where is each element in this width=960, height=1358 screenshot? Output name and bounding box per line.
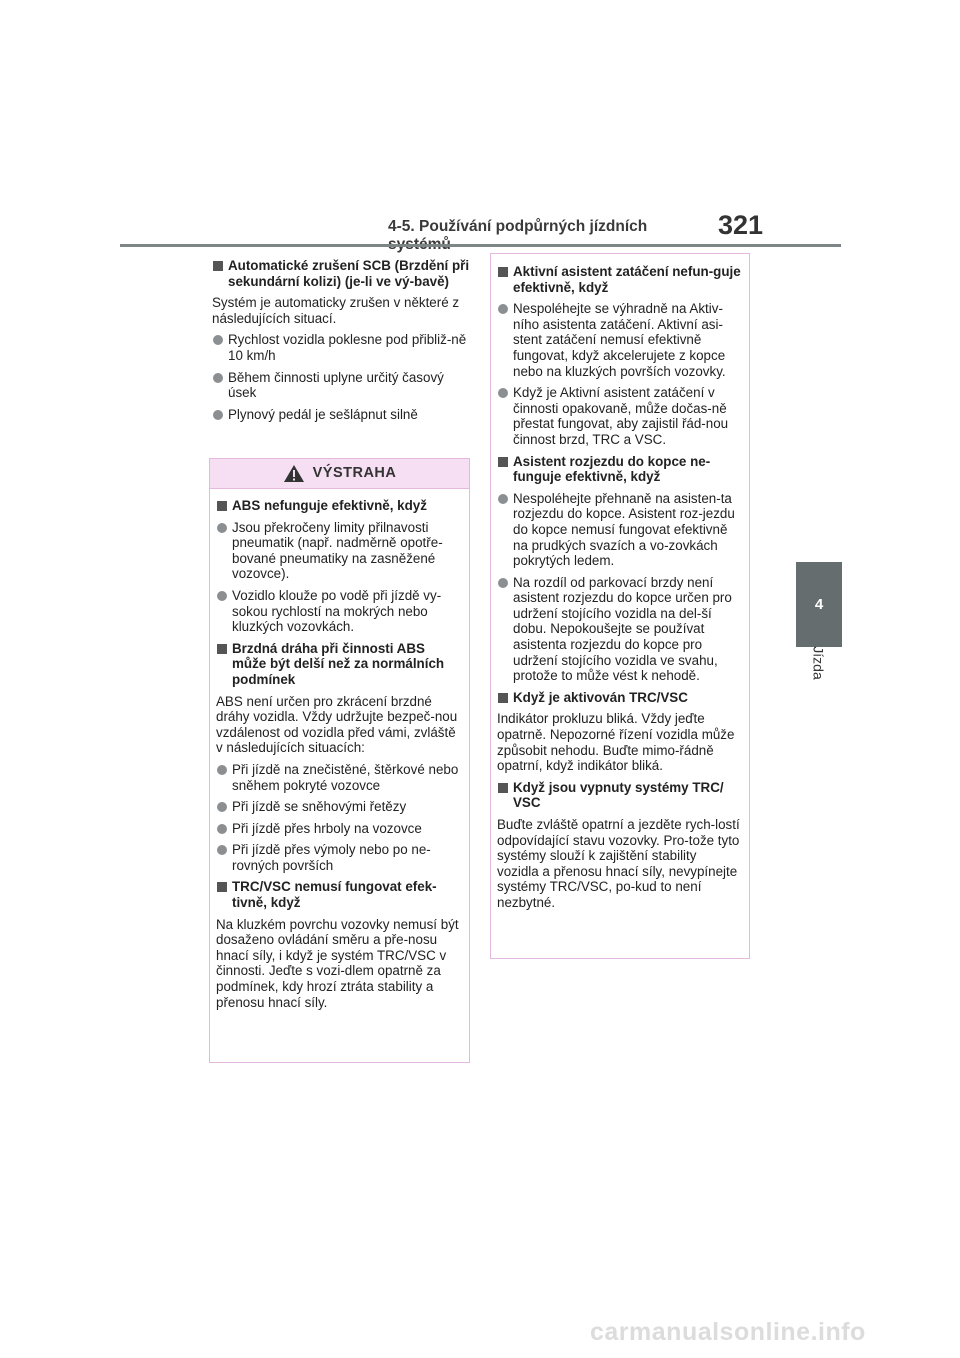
warning-header	[210, 459, 469, 489]
round-bullet-icon	[213, 410, 223, 420]
square-bullet-icon	[213, 261, 223, 271]
list-item: Rychlost vozidla poklesne pod přibliž-ně 10 km/h	[212, 332, 470, 363]
round-bullet-icon	[217, 591, 227, 601]
list-item: Nespoléhejte přehnaně na asisten-ta rozjezdu do kopce. Asistent roz-jezdu do kopce nemusí fungovat efektivně na prudkých svazích a vo-zovkách pokrytých ledem.	[497, 491, 741, 569]
right-caution-box	[490, 253, 750, 959]
section-heading: ABS nefunguje efektivně, když	[216, 498, 461, 514]
section-heading: TRC/VSC nemusí fungovat efek-tivně, když	[216, 879, 461, 910]
chapter-title: Jízda	[811, 646, 827, 680]
section-title: 4-5. Používání podpůrných jízdních	[388, 218, 648, 235]
list-item: Nespoléhejte se výhradně na Aktiv-ního asistenta zatáčení. Aktivní asi-stent zatáčení nemusí efektivně fungovat, když akcelerujete z kopce nebo na kluzkých površích vozovky.	[497, 301, 741, 379]
round-bullet-icon	[213, 373, 223, 383]
paragraph: Indikátor prokluzu bliká. Vždy jeďte opatrně. Nepozorné řízení vozidla může způsobit nehodu. Buďte mimo-řádně opatrní, když indikátor bliká.	[497, 711, 735, 774]
list-item: Jsou překročeny limity přilnavosti pneumatik (např. nadměrně opotře-bované pneumatiky na zasněžené vozovce).	[216, 520, 461, 582]
warning-triangle-icon	[283, 464, 305, 483]
round-bullet-icon	[217, 523, 227, 533]
list-item: Vozidlo klouže po vodě při jízdě vy-sokou rychlostí na mokrých nebo kluzkých vozovkách.	[216, 588, 461, 635]
page-number: 321	[718, 210, 764, 240]
square-bullet-icon	[498, 267, 508, 277]
square-bullet-icon	[217, 501, 227, 511]
section-heading: Brzdná dráha při činnosti ABS může být delší než za normálních podmínek	[216, 641, 461, 688]
list-item: Plynový pedál je sešlápnut silně	[212, 407, 470, 423]
list-item: Při jízdě přes hrboly na vozovce	[216, 821, 461, 837]
paragraph: ABS není určen pro zkrácení brzdné dráhy vozidla. Vždy udržujte bezpeč-nou vzdálenost od vozidla před vámi, zvláště v následujících situacích:	[216, 693, 458, 756]
section-heading: Když je aktivován TRC/VSC	[497, 690, 741, 706]
header-rule	[120, 244, 841, 247]
list-item: Při jízdě se sněhovými řetězy	[216, 799, 461, 815]
chapter-label	[808, 633, 830, 693]
round-bullet-icon	[217, 802, 227, 812]
list-item: Při jízdě na znečistěné, štěrkové nebo sněhem pokryté vozovce	[216, 762, 461, 793]
paragraph: Systém je automaticky zrušen v některé z následujících situací.	[212, 295, 460, 326]
section-heading: Aktivní asistent zatáčení nefun-guje efektivně, když	[497, 264, 741, 295]
round-bullet-icon	[217, 824, 227, 834]
list-item: Během činnosti uplyne určitý časový úsek	[212, 370, 470, 401]
left-column	[212, 258, 470, 428]
round-bullet-icon	[217, 845, 227, 855]
list-item: Když je Aktivní asistent zatáčení v činnosti opakovaně, může dočas-ně přestat fungovat, aby zajistil řád-nou činnost brzd, TRC a VSC.	[497, 385, 741, 447]
square-bullet-icon	[498, 783, 508, 793]
round-bullet-icon	[498, 304, 508, 314]
section-heading: Když jsou vypnuty systémy TRC/ VSC	[497, 780, 741, 811]
chapter-number: 4	[814, 596, 824, 613]
round-bullet-icon	[498, 494, 508, 504]
square-bullet-icon	[217, 644, 227, 654]
paragraph: Buďte zvláště opatrní a jezděte rych-lostí odpovídající stavu vozovky. Pro-tože tyto systémy slouží k zajištění stability vozidla a přenosu hnací síly, nevypínejte systémy TRC/VSC, po-kud to není nezbytné.	[497, 817, 740, 910]
list-item: Na rozdíl od parkovací brzdy není asistent rozjezdu do kopce určen pro udržení stojícího vozidla na del-ší dobu. Nepokoušejte se používat asistenta rozjezdu do kopce pro udržení stojícího vozidla ve svahu, protože to může vést k nehodě.	[497, 575, 741, 684]
round-bullet-icon	[217, 765, 227, 775]
warning-box	[209, 458, 470, 1063]
paragraph: Na kluzkém povrchu vozovky nemusí být dosaženo ovládání směru a pře-nosu hnací síly, i když je systém TRC/VSC v činnosti. Jeďte s vozi-dlem opatrně za podmínek, kdy hrozí ztráta stability a přenosu hnací síly.	[216, 916, 459, 1010]
watermark: carmanualsonline.info	[590, 1318, 866, 1346]
square-bullet-icon	[217, 882, 227, 892]
square-bullet-icon	[498, 693, 508, 703]
round-bullet-icon	[498, 578, 508, 588]
section-heading: Asistent rozjezdu do kopce ne-funguje efektivně, když	[497, 454, 741, 485]
list-item: Při jízdě přes výmoly nebo po ne-rovných površích	[216, 842, 461, 873]
round-bullet-icon	[213, 335, 223, 345]
section-heading: Automatické zrušení SCB (Brzdění při sekundární kolizi) (je-li ve vý-bavě)	[212, 258, 470, 289]
round-bullet-icon	[498, 388, 508, 398]
warning-title: VÝSTRAHA	[312, 464, 397, 481]
square-bullet-icon	[498, 457, 508, 467]
